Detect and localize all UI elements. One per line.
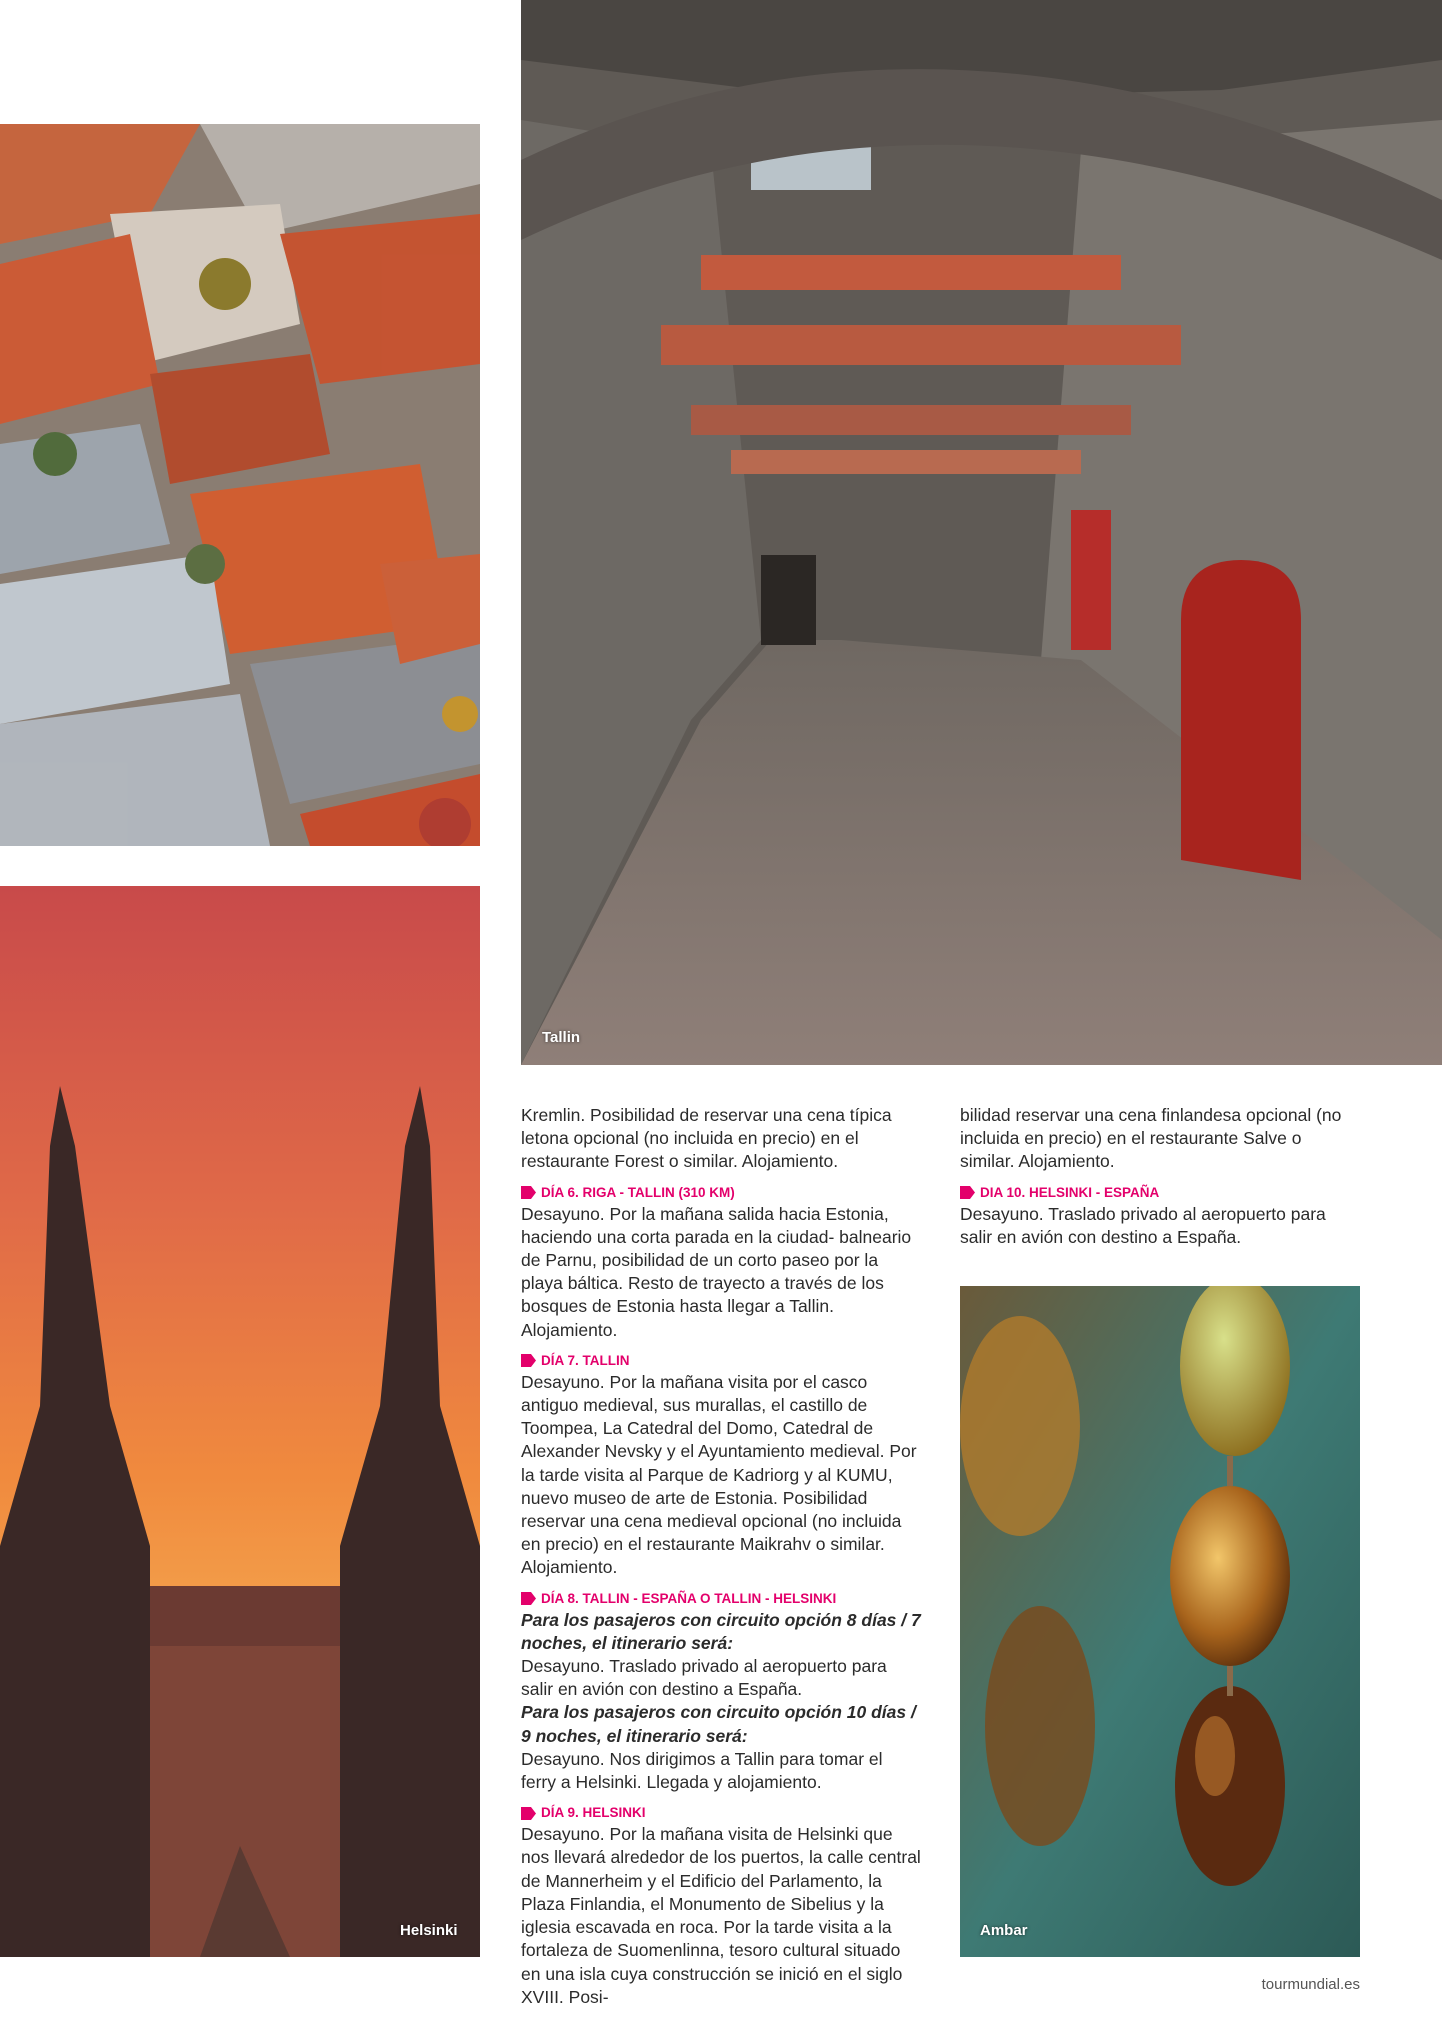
footer-url[interactable]: tourmundial.es — [1261, 1976, 1360, 1993]
day6-heading-label: DÍA 6. RIGA - TALLIN (310 KM) — [541, 1184, 735, 1200]
day9-heading-label: DÍA 9. HELSINKI — [541, 1805, 646, 1821]
day8-text8: Desayuno. Traslado privado al aeropuerto para salir en avión con destino a España. — [521, 1656, 887, 1700]
day7-heading-label: DÍA 7. TALLIN — [541, 1352, 630, 1368]
day8-heading — [521, 1589, 921, 1609]
day7-text: Desayuno. Por la mañana visita por el casco antiguo medieval, sus murallas, el castillo de Toompea, La Catedral del Domo, Catedral de Alexander Nevsky y el Ayuntamiento medieval. Por la tarde visita al Parque de Kadriorg y al KUMU, nuevo museo de arte de Estonia. Posibilidad reservar una cena medieval opcional (no incluida en precio) en el restaurante Maikrahv o similar. Alojamiento. — [521, 1371, 917, 1578]
day7-heading — [521, 1351, 921, 1371]
day10-text: Desayuno. Traslado privado al aeropuerto para salir en avión con destino a España. — [960, 1203, 1326, 1247]
itinerary-column-2 — [960, 1104, 1360, 1249]
col1-intro: Kremlin. Posibilidad de reservar una cena típica letona opcional (no incluida en precio) en el restaurante Forest o similar. Alojamiento. — [521, 1105, 892, 1172]
day10-heading — [960, 1183, 1360, 1203]
tallin-photo — [521, 0, 1442, 1065]
tallin-caption: Tallin — [542, 1029, 581, 1046]
day9-text: Desayuno. Por la mañana visita de Helsinki que nos llevará alrededor de los puertos, la calle central de Mannerheim y el Edificio del Parlamento, la Plaza Finlandia, el Monumento de Sibelius y la iglesia escavada en roca. Por la tarde visita a la fortaleza de Suomenlinna, tesoro cultural situado en una isla cuya construcción se inició en el siglo XVIII. Posi- — [521, 1824, 921, 2007]
helsinki-caption: Helsinki — [400, 1922, 458, 1939]
arrow-icon — [960, 1186, 975, 1199]
col2-intro: bilidad reservar una cena finlandesa opcional (no incluida en precio) en el restaurante Salve o similar. Alojamiento. — [960, 1105, 1342, 1172]
aerial-city-photo — [0, 124, 480, 846]
arrow-icon — [521, 1807, 536, 1820]
day10-heading-label: DIA 10. HELSINKI - ESPAÑA — [980, 1184, 1160, 1200]
arrow-icon — [521, 1354, 536, 1367]
day9-heading — [521, 1803, 921, 1823]
day6-heading — [521, 1183, 921, 1203]
helsinki-photo — [0, 886, 480, 1957]
ambar-caption: Ambar — [980, 1922, 1028, 1939]
day8-option8: Para los pasajeros con circuito opción 8 días / 7 noches, el itinerario será: — [521, 1609, 921, 1653]
arrow-icon — [521, 1186, 536, 1199]
itinerary-column-1 — [521, 1104, 921, 2009]
day8-option10: Para los pasajeros con circuito opción 10 días / 9 noches, el itinerario será: — [521, 1702, 916, 1746]
day8-text10: Desayuno. Nos dirigimos a Tallin para tomar el ferry a Helsinki. Llegada y alojamiento. — [521, 1748, 883, 1793]
day6-text: Desayuno. Por la mañana salida hacia Estonia, haciendo una corta parada en la ciudad- balneario de Parnu, posibilidad de un corto paseo por la playa báltica. Resto de trayecto a través de los bosques de Estonia hasta llegar a Tallin. Alojamiento. — [521, 1203, 912, 1340]
arrow-icon — [521, 1592, 536, 1605]
day8-heading-label: DÍA 8. TALLIN - ESPAÑA O TALLIN - HELSINKI — [541, 1590, 837, 1606]
ambar-photo — [960, 1286, 1360, 1957]
